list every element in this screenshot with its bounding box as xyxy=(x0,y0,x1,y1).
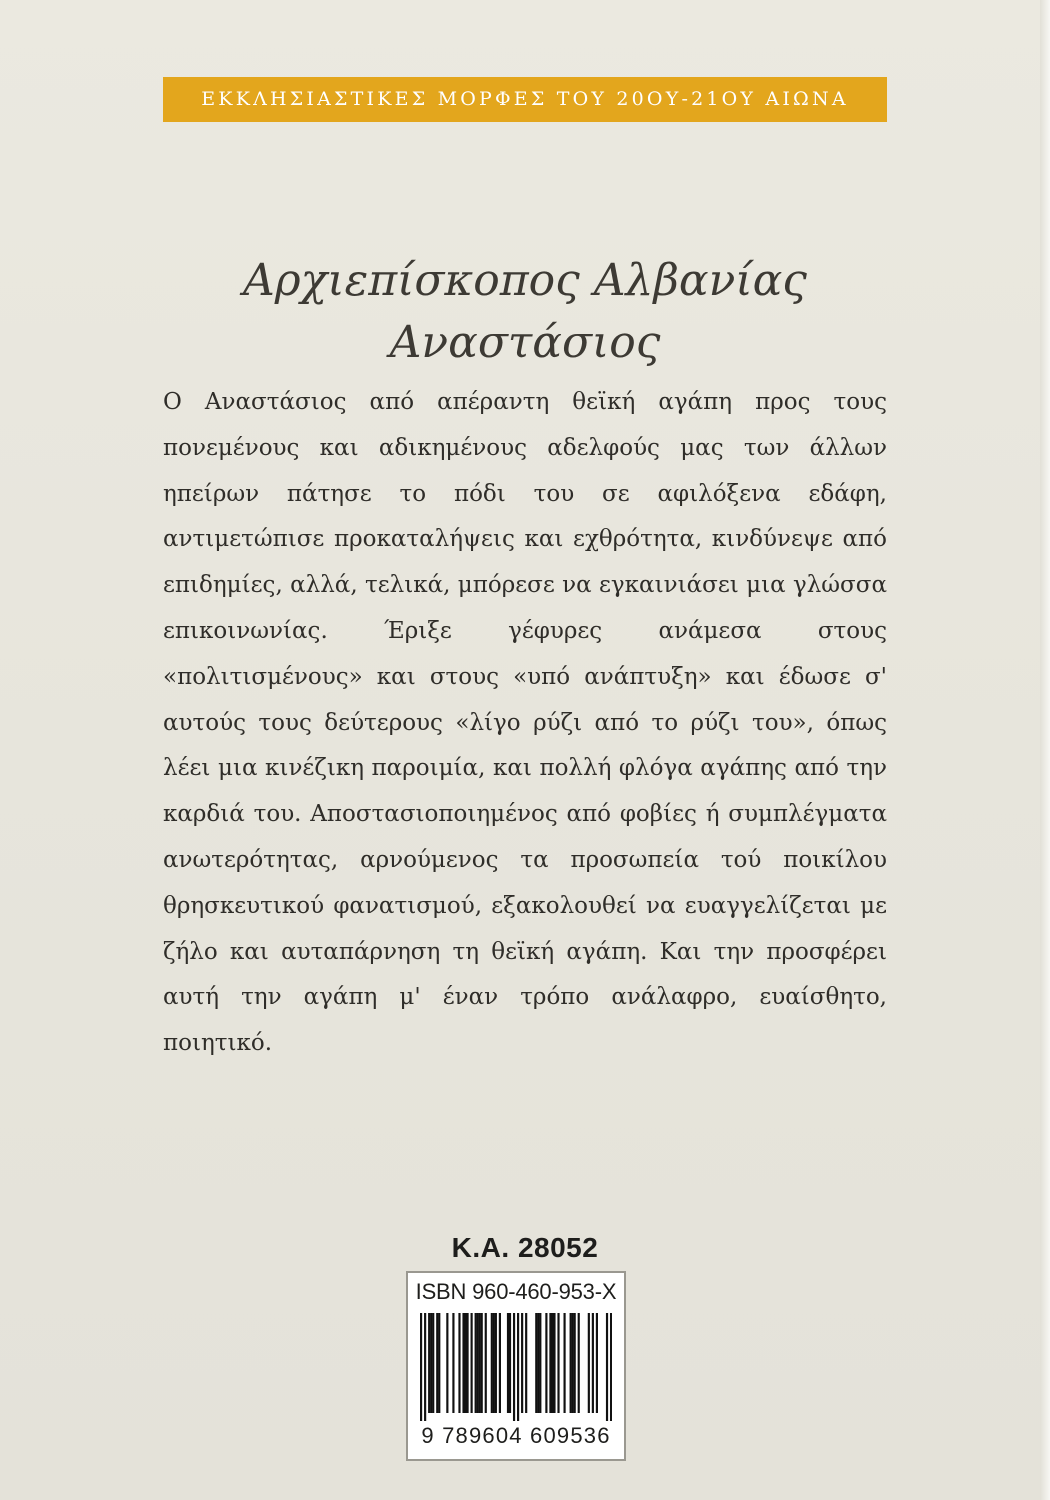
barcode-bar xyxy=(570,1313,572,1413)
barcode-bar xyxy=(485,1313,487,1413)
barcode-bar xyxy=(513,1313,515,1421)
barcode-bar xyxy=(424,1313,426,1421)
barcode-bar xyxy=(428,1313,430,1413)
barcode-bar xyxy=(545,1313,547,1413)
ean-text: 9 789604 609536 xyxy=(421,1423,611,1448)
barcode-box xyxy=(406,1271,626,1461)
barcode-bar xyxy=(551,1313,553,1413)
barcode-bar xyxy=(525,1313,527,1413)
barcode-bar xyxy=(507,1313,509,1413)
barcode-bar xyxy=(458,1313,460,1413)
barcode-bar xyxy=(557,1313,559,1413)
isbn-text: ISBN 960-460-953-X xyxy=(415,1279,617,1304)
barcode-bar xyxy=(452,1313,454,1413)
series-band xyxy=(163,77,887,122)
barcode-bar xyxy=(535,1313,537,1413)
barcode-bar xyxy=(537,1313,539,1413)
barcode-bar xyxy=(495,1313,497,1413)
barcode-bar xyxy=(592,1313,594,1413)
barcode-bar xyxy=(610,1313,612,1421)
barcode-bar xyxy=(438,1313,440,1413)
barcode-bar xyxy=(572,1313,574,1413)
title-line-1: Αρχιεπίσκοπος Αλβανίας xyxy=(243,255,807,306)
barcode-bar xyxy=(606,1313,608,1421)
barcode-bar xyxy=(481,1313,483,1413)
barcode-bar xyxy=(549,1313,551,1413)
barcode-bars xyxy=(420,1313,612,1421)
blurb-paragraph: Ο Αναστάσιος από απέραντη θεϊκή αγάπη προς τους πονεμένους και αδικημένους αδελφούς μας των άλλων ηπείρων πάτησε το πόδι του σε αφιλόξενα εδάφη, αντιμετώπισε προκαταλήψεις και εχθρότητα, κινδύνεψε από επιδημίες, αλλά, τελικά, μπόρεσε να εγκαινιάσει μια γλώσσα επικοινωνίας. Έριξε γέφυρες ανάμεσα στους «πολιτισμένους» και στους «υπό ανάπτυξη» και έδωσε σ' αυτούς τους δεύτερους «λίγο ρύζι από το ρύζι του», όπως λέει μια κινέζικη παροιμία, και πολλή φλόγα αγάπης από την καρδιά του. Αποστασιοποιημένος από φοβίες ή συμπλέγματα ανωτερότητας, αρνούμενος τα προσωπεία τού ποικίλου θρησκευτικού φανατισμού, εξακολουθεί να ευαγγελίζεται με ζήλο και αυταπάρνηση τη θεϊκή αγάπη. Και την προσφέρει αυτή την αγάπη μ' έναν τρόπο ανάλαφρο, ευαίσθητο, ποιητικό. xyxy=(163,389,887,1057)
barcode-bar xyxy=(466,1313,468,1413)
title-line-2: Αναστάσιος xyxy=(389,317,661,368)
barcode-bar xyxy=(517,1313,519,1421)
barcode-bar xyxy=(578,1313,580,1413)
barcode-bar xyxy=(588,1313,590,1413)
barcode-bar xyxy=(475,1313,477,1413)
barcode-bar xyxy=(509,1313,511,1413)
barcode-bar xyxy=(446,1313,448,1413)
barcode-bar xyxy=(420,1313,422,1421)
barcode-bar xyxy=(430,1313,432,1413)
barcode-bar xyxy=(436,1313,438,1413)
barcode-bar xyxy=(432,1313,434,1413)
book-title xyxy=(150,250,900,374)
barcode-bar xyxy=(491,1313,493,1413)
barcode-bar xyxy=(471,1313,473,1413)
barcode-bar xyxy=(553,1313,555,1413)
barcode-bar xyxy=(479,1313,481,1413)
barcode-bar xyxy=(477,1313,479,1413)
barcode-bar xyxy=(464,1313,466,1413)
barcode-bar xyxy=(493,1313,495,1413)
catalog-code: Κ.Α. 28052 xyxy=(451,1232,599,1263)
series-label: ΕΚΚΛΗΣΙΑΣΤΙΚΕΣ ΜΟΡΦΕΣ ΤΟΥ 20ΟΥ-21ΟΥ ΑΙΩΝΑ xyxy=(201,88,849,110)
barcode-bar xyxy=(462,1313,464,1413)
barcode-bar xyxy=(499,1313,501,1413)
barcode-bar xyxy=(563,1313,565,1413)
cover-edge xyxy=(1040,0,1050,1500)
barcode-bar xyxy=(596,1313,598,1413)
barcode-bar xyxy=(521,1313,523,1413)
barcode-bar xyxy=(539,1313,541,1413)
barcode-bar xyxy=(574,1313,576,1413)
